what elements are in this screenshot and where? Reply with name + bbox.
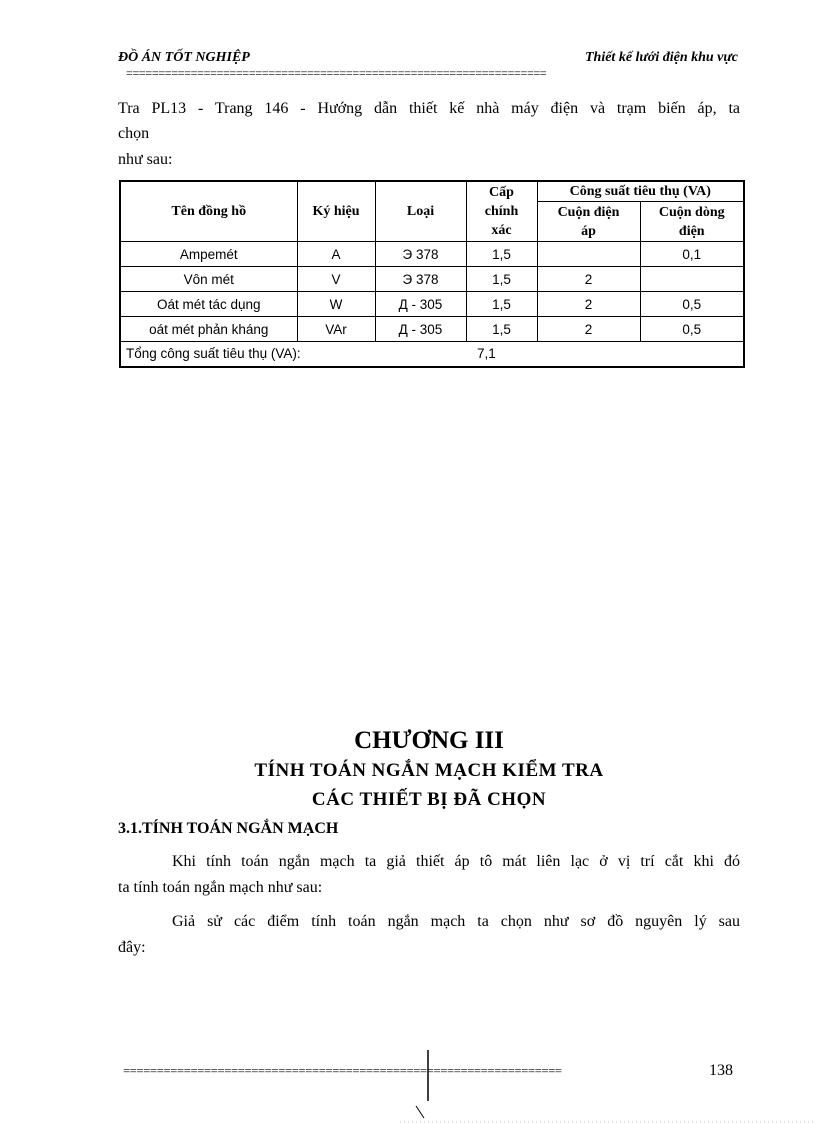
intro-line-1: Tra PL13 - Trang 146 - Hướng dẫn thiết kế nhà máy điện và trạm biến áp, ta (118, 100, 740, 117)
header-right: Thiết kế lưới điện khu vực (584, 50, 738, 65)
cell-voltage-coil: 2 (537, 317, 640, 342)
cell-type: Д - 305 (375, 317, 466, 342)
intro-line-3: như sau: (118, 151, 173, 168)
cell-name: oát mét phản kháng (120, 317, 297, 342)
intro-line-2: chọn (118, 125, 150, 142)
current-coil-line-1: Cuộn dòng (658, 204, 725, 220)
section-p1-line-2: ta tính toán ngắn mạch như sau: (118, 879, 323, 896)
chapter-subtitle-2: CÁC THIẾT BỊ ĐÃ CHỌN (311, 789, 547, 810)
header-left: ĐỒ ÁN TỐT NGHIỆP (118, 50, 250, 65)
cell-name: Oát mét tác dụng (120, 292, 297, 317)
accuracy-line-1: Cấp (489, 185, 514, 200)
cell-type: Э 378 (375, 267, 466, 292)
cell-name: Vôn mét (120, 267, 297, 292)
voltage-coil-line-1: Cuộn điện (557, 204, 620, 220)
total-value: 7,1 (477, 346, 496, 362)
total-label: Tổng công suất tiêu thụ (VA): (126, 346, 301, 362)
cell-voltage-coil: 2 (537, 292, 640, 317)
section-heading: 3.1.TÍNH TOÁN NGẮN MẠCH (118, 820, 339, 837)
voltage-coil-line-2: áp (581, 223, 596, 239)
cell-current-coil: 0,5 (640, 292, 744, 317)
cell-accuracy: 1,5 (466, 267, 537, 292)
cell-current-coil: 0,1 (640, 242, 744, 267)
current-coil-line-2: điện (678, 223, 705, 239)
col-header-name: Tên đồng hồ (120, 181, 297, 242)
col-header-power: Công suất tiêu thụ (VA) (537, 181, 744, 202)
cell-symbol: VAr (297, 317, 375, 342)
chapter-subtitle-1: TÍNH TOÁN NGẮN MẠCH KIỂM TRA (254, 760, 604, 781)
accuracy-line-2: chính (484, 204, 519, 219)
cell-type: Д - 305 (375, 292, 466, 317)
cell-voltage-coil: 2 (537, 267, 640, 292)
cell-accuracy: 1,5 (466, 292, 537, 317)
page-number: 138 (709, 1062, 733, 1079)
cell-symbol: W (297, 292, 375, 317)
cell-symbol: V (297, 267, 375, 292)
chapter-title: CHƯƠNG III (354, 727, 504, 754)
col-header-type: Loại (375, 181, 466, 242)
header-rule: ================================================================= (126, 66, 547, 80)
section-p2-line-2: đây: (118, 939, 146, 956)
cell-accuracy: 1,5 (466, 242, 537, 267)
footer-rule: ================================================================= (123, 1064, 562, 1078)
cell-type: Э 378 (375, 242, 466, 267)
cell-current-coil: 0,5 (640, 317, 744, 342)
slash-mark (416, 1106, 424, 1118)
section-p1-line-1: Khi tính toán ngắn mạch ta giả thiết áp tô mát liên lạc ở vị trí cắt khi đó (172, 853, 740, 870)
cell-name: Ampemét (120, 242, 297, 267)
section-p2-line-1: Giả sử các điểm tính toán ngắn mạch ta chọn như sơ đồ nguyên lý sau (172, 913, 740, 930)
cell-symbol: A (297, 242, 375, 267)
cell-accuracy: 1,5 (466, 317, 537, 342)
accuracy-line-3: xác (491, 223, 512, 238)
col-header-symbol: Ký hiệu (297, 181, 375, 242)
